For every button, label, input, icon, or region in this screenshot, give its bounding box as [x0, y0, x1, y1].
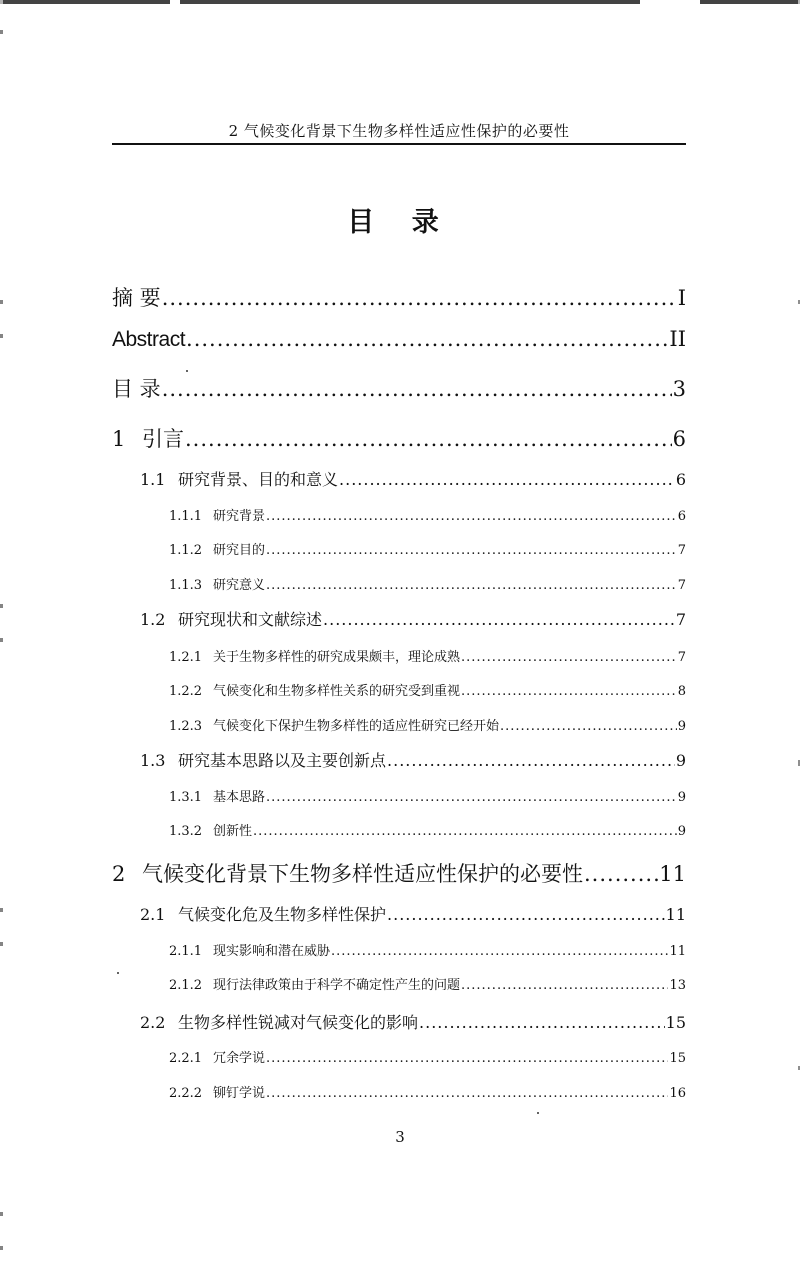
toc-entry-label: 气候变化下保护生物多样性的适应性研究已经开始: [213, 719, 500, 734]
toc-entry-number: 1.1.2: [169, 543, 203, 558]
toc-entry-page: 7: [677, 578, 686, 593]
toc-title: 目 录: [347, 207, 453, 238]
leader-dots: [461, 650, 677, 665]
toc-entry-page: II: [669, 327, 686, 351]
toc-entry-chapter-1[interactable]: [112, 423, 686, 453]
toc-entry-page: 7: [677, 543, 686, 558]
toc-entry-chapter-2[interactable]: [112, 858, 686, 888]
toc-entry-label: 创新性: [213, 824, 253, 839]
leader-dots: [186, 327, 668, 351]
toc-entry-section-1-1[interactable]: [140, 467, 686, 490]
toc-entry-page: 6: [677, 509, 686, 524]
toc-entry-number: 2.1.2: [169, 978, 203, 993]
leader-dots: [266, 543, 677, 558]
scan-speck: [186, 370, 188, 372]
leader-dots: [387, 751, 675, 770]
toc-entry-page: 9: [677, 719, 686, 734]
toc-entry-page: I: [677, 286, 686, 310]
leader-dots: [162, 377, 672, 401]
toc-entry-number: 1: [112, 427, 126, 451]
toc-entry-page: 7: [675, 610, 686, 629]
toc-entry-label: 冗余学说: [213, 1051, 266, 1066]
leader-dots: [339, 470, 675, 489]
toc-entry-number: 1.3.2: [169, 824, 203, 839]
leader-dots: [387, 905, 665, 924]
toc-entry-number: 2: [112, 862, 126, 886]
toc-entry-contents[interactable]: [112, 373, 686, 403]
toc-entry-label: 研究背景、目的和意义: [178, 470, 339, 489]
leader-dots: [162, 286, 677, 310]
leader-dots: [253, 824, 677, 839]
running-head: 2 气候变化背景下生物多样性适应性保护的必要性: [228, 122, 570, 140]
toc-entry-page: 9: [677, 824, 686, 839]
toc-entry-number: 1.1.3: [169, 578, 203, 593]
toc-entry-page: 11: [669, 944, 686, 959]
toc-entry-number: 2.1: [140, 905, 166, 924]
leader-dots: [584, 862, 658, 886]
leader-dots: [266, 790, 677, 805]
toc-entry-number: 1.3.1: [169, 790, 203, 805]
toc-entry-number: 2.2: [140, 1013, 166, 1032]
toc-entry-label: 生物多样性锐减对气候变化的影响: [178, 1013, 419, 1032]
toc-entry-abstract-en[interactable]: [112, 327, 686, 352]
toc-entry-subsection-1-3-2[interactable]: [169, 820, 686, 839]
toc-entry-label: 引言: [142, 427, 184, 451]
toc-entry-label: Abstract: [112, 328, 186, 351]
toc-entry-label: 现行法律政策由于科学不确定性产生的问题: [213, 978, 461, 993]
toc-entry-subsection-2-2-2[interactable]: [169, 1082, 686, 1101]
toc-entry-page: 3: [672, 377, 686, 401]
toc-entry-page: 11: [665, 905, 686, 924]
toc-entry-number: 1.2.2: [169, 684, 203, 699]
toc-entry-section-2-2[interactable]: [140, 1010, 686, 1033]
leader-dots: [266, 509, 677, 524]
toc-entry-number: 1.1.1: [169, 509, 203, 524]
toc-entry-number: 1.2.3: [169, 719, 203, 734]
toc-entry-page: 11: [659, 862, 686, 886]
toc-entry-number: 2.2.1: [169, 1051, 203, 1066]
toc-entry-page: 16: [669, 1086, 686, 1101]
toc-entry-label: 气候变化和生物多样性关系的研究受到重视: [213, 684, 461, 699]
toc-entry-page: 7: [677, 650, 686, 665]
toc-entry-subsection-1-2-1[interactable]: [169, 646, 686, 665]
toc-entry-number: 2.2.2: [169, 1086, 203, 1101]
toc-entry-number: 2.1.1: [169, 944, 203, 959]
toc-entry-label: 铆钉学说: [213, 1086, 266, 1101]
toc-entry-number: 1.2.1: [169, 650, 203, 665]
leader-dots: [323, 610, 675, 629]
toc-entry-label: 研究目的: [213, 543, 266, 558]
leader-dots: [185, 427, 672, 451]
page-number: 3: [395, 1128, 405, 1146]
toc-entry-subsection-1-1-1[interactable]: [169, 505, 686, 524]
toc-entry-page: 13: [669, 978, 686, 993]
toc-entry-label: 目 录: [112, 377, 161, 401]
toc-entry-label: 研究意义: [213, 578, 266, 593]
toc-entry-subsection-2-1-1[interactable]: [169, 940, 686, 959]
toc-entry-subsection-1-1-2[interactable]: [169, 539, 686, 558]
toc-entry-subsection-2-2-1[interactable]: [169, 1047, 686, 1066]
toc-entry-page: 8: [677, 684, 686, 699]
toc-entry-label: 气候变化背景下生物多样性适应性保护的必要性: [142, 862, 583, 886]
toc-entry-subsection-1-2-3[interactable]: [169, 715, 686, 734]
leader-dots: [461, 684, 677, 699]
toc-entry-label: 摘 要: [112, 286, 161, 310]
leader-dots: [266, 578, 677, 593]
toc-entry-label: 研究背景: [213, 509, 266, 524]
leader-dots: [419, 1013, 665, 1032]
toc-entry-label: 研究现状和文献综述: [178, 610, 323, 629]
toc-entry-label: 研究基本思路以及主要创新点: [178, 751, 387, 770]
toc-entry-number: 1.1: [140, 470, 166, 489]
toc-entry-subsection-1-2-2[interactable]: [169, 680, 686, 699]
toc-entry-subsection-1-1-3[interactable]: [169, 574, 686, 593]
toc-entry-number: 1.3: [140, 751, 166, 770]
toc-entry-number: 1.2: [140, 610, 166, 629]
leader-dots: [266, 1051, 668, 1066]
toc-entry-subsection-1-3-1[interactable]: [169, 786, 686, 805]
toc-entry-abstract-cn[interactable]: [112, 282, 686, 312]
toc-entry-subsection-2-1-2[interactable]: [169, 974, 686, 993]
toc-entry-label: 现实影响和潜在威胁: [213, 944, 331, 959]
toc-entry-section-2-1[interactable]: [140, 902, 686, 925]
toc-entry-page: 6: [672, 427, 686, 451]
scan-speck: [537, 1112, 539, 1114]
toc-entry-section-1-2[interactable]: [140, 607, 686, 630]
toc-entry-page: 9: [677, 790, 686, 805]
toc-entry-section-1-3[interactable]: [140, 748, 686, 771]
toc-entry-page: 9: [675, 751, 686, 770]
leader-dots: [331, 944, 668, 959]
toc-entry-label: 关于生物多样性的研究成果颇丰，理论成熟: [213, 650, 461, 665]
toc-entry-page: 6: [675, 470, 686, 489]
toc-entry-label: 基本思路: [213, 790, 266, 805]
leader-dots: [461, 978, 668, 993]
leader-dots: [266, 1086, 668, 1101]
leader-dots: [500, 719, 677, 734]
toc-entry-page: 15: [665, 1013, 686, 1032]
scan-speck: [117, 972, 119, 974]
toc-entry-label: 气候变化危及生物多样性保护: [178, 905, 387, 924]
toc-entry-page: 15: [669, 1051, 686, 1066]
